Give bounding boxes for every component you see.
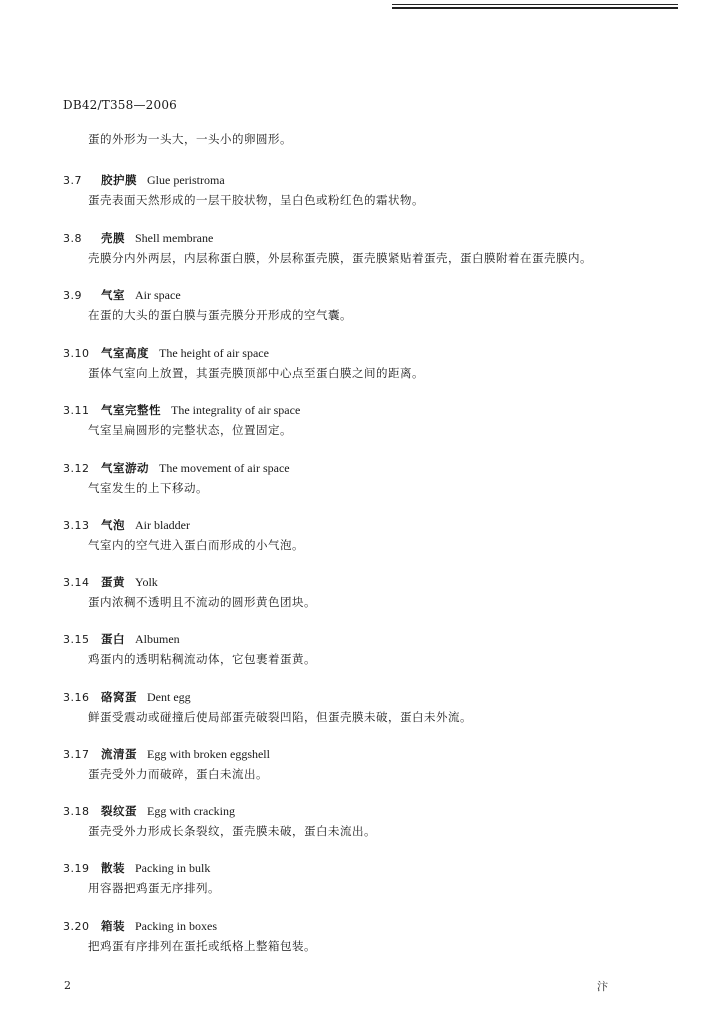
- term-number: 3.19: [63, 862, 90, 875]
- document-code: DB42/T358—2006: [63, 98, 177, 112]
- term-heading: [63, 171, 693, 189]
- term-definition: 用容器把鸡蛋无序排列。: [88, 881, 220, 895]
- term-heading: [63, 745, 693, 763]
- term-definition: 气室发生的上下移动。: [88, 481, 208, 495]
- term-definition: 气室内的空气进入蛋白而形成的小气泡。: [88, 538, 304, 552]
- term-english: The height of air space: [159, 346, 269, 360]
- page-number: 2: [64, 979, 71, 992]
- term-english: Egg with broken eggshell: [147, 747, 270, 761]
- term-heading: [63, 859, 693, 877]
- term-definition: 在蛋的大头的蛋白膜与蛋壳膜分开形成的空气囊。: [88, 308, 352, 322]
- term-number: 3.7: [63, 174, 82, 187]
- term-heading: [63, 229, 693, 247]
- term-number: 3.20: [63, 920, 90, 933]
- term-chinese: 散装: [101, 861, 125, 875]
- term-number: 3.15: [63, 633, 90, 646]
- term-english: Shell membrane: [135, 231, 214, 245]
- term-english: Packing in bulk: [135, 861, 211, 875]
- term-definition: 气室呈扁圆形的完整状态，位置固定。: [88, 423, 292, 437]
- intro-definition: 蛋的外形为一头大，一头小的卵圆形。: [88, 132, 292, 146]
- term-english: Packing in boxes: [135, 919, 217, 933]
- term-english: The movement of air space: [159, 461, 290, 475]
- term-english: Yolk: [135, 575, 158, 589]
- term-heading: [63, 516, 693, 534]
- term-heading: [63, 688, 693, 706]
- term-entry: [63, 286, 693, 324]
- term-chinese: 硌窝蛋: [101, 690, 137, 704]
- term-entry: [63, 401, 693, 439]
- term-entry: [63, 516, 693, 554]
- term-number: 3.14: [63, 576, 90, 589]
- term-entry: [63, 745, 693, 783]
- term-definition: 把鸡蛋有序排列在蛋托或纸格上整箱包装。: [88, 939, 316, 953]
- term-number: 3.10: [63, 347, 90, 360]
- term-entry: [63, 171, 693, 209]
- term-english: The integrality of air space: [171, 403, 301, 417]
- term-definition: 蛋内浓稠不透明且不流动的圆形黄色团块。: [88, 595, 316, 609]
- term-number: 3.9: [63, 289, 82, 302]
- term-entry: [63, 229, 693, 267]
- term-chinese: 箱装: [101, 919, 125, 933]
- term-heading: [63, 286, 693, 304]
- term-entry: [63, 573, 693, 611]
- term-chinese: 蛋黄: [101, 575, 125, 589]
- term-chinese: 气泡: [101, 518, 125, 532]
- term-heading: [63, 917, 693, 935]
- corner-mark: 汴: [597, 980, 608, 993]
- term-entry: [63, 688, 693, 726]
- term-heading: [63, 573, 693, 591]
- term-chinese: 蛋白: [101, 632, 125, 646]
- term-entry: [63, 917, 693, 955]
- term-definition: 鲜蛋受震动或碰撞后使局部蛋壳破裂凹陷，但蛋壳膜未破，蛋白未外流。: [88, 710, 472, 724]
- term-number: 3.16: [63, 691, 90, 704]
- term-entry: [63, 344, 693, 382]
- term-english: Albumen: [135, 632, 180, 646]
- term-chinese: 气室高度: [101, 346, 149, 360]
- term-definition: 壳膜分内外两层，内层称蛋白膜，外层称蛋壳膜，蛋壳膜紧贴着蛋壳，蛋白膜附着在蛋壳膜内。: [88, 251, 592, 265]
- term-number: 3.17: [63, 748, 90, 761]
- term-number: 3.18: [63, 805, 90, 818]
- term-heading: [63, 630, 693, 648]
- term-entry: [63, 859, 693, 897]
- term-chinese: 气室完整性: [101, 403, 161, 417]
- term-definition: 鸡蛋内的透明粘稠流动体，它包裹着蛋黄。: [88, 652, 316, 666]
- term-english: Air bladder: [135, 518, 190, 532]
- term-english: Dent egg: [147, 690, 191, 704]
- term-chinese: 裂纹蛋: [101, 804, 137, 818]
- term-number: 3.8: [63, 232, 82, 245]
- term-entry: [63, 630, 693, 668]
- term-chinese: 气室: [101, 288, 125, 302]
- term-english: Egg with cracking: [147, 804, 235, 818]
- header-rule-thin: [392, 4, 678, 5]
- term-number: 3.11: [63, 404, 90, 417]
- header-rule-thick: [392, 7, 678, 9]
- term-chinese: 气室游动: [101, 461, 149, 475]
- term-number: 3.13: [63, 519, 90, 532]
- term-number: 3.12: [63, 462, 90, 475]
- term-english: Glue peristroma: [147, 173, 225, 187]
- term-definition: 蛋壳表面天然形成的一层干胶状物，呈白色或粉红色的霜状物。: [88, 193, 424, 207]
- term-chinese: 壳膜: [101, 231, 125, 245]
- term-chinese: 流清蛋: [101, 747, 137, 761]
- term-chinese: 胶护膜: [101, 173, 137, 187]
- term-definition: 蛋壳受外力而破碎，蛋白未流出。: [88, 767, 268, 781]
- term-heading: [63, 459, 693, 477]
- term-heading: [63, 401, 693, 419]
- term-heading: [63, 344, 693, 362]
- term-definition: 蛋体气室向上放置，其蛋壳膜顶部中心点至蛋白膜之间的距离。: [88, 366, 424, 380]
- term-entry: [63, 459, 693, 497]
- term-definition: 蛋壳受外力形成长条裂纹，蛋壳膜未破，蛋白未流出。: [88, 824, 376, 838]
- term-english: Air space: [135, 288, 181, 302]
- term-entry: [63, 802, 693, 840]
- term-heading: [63, 802, 693, 820]
